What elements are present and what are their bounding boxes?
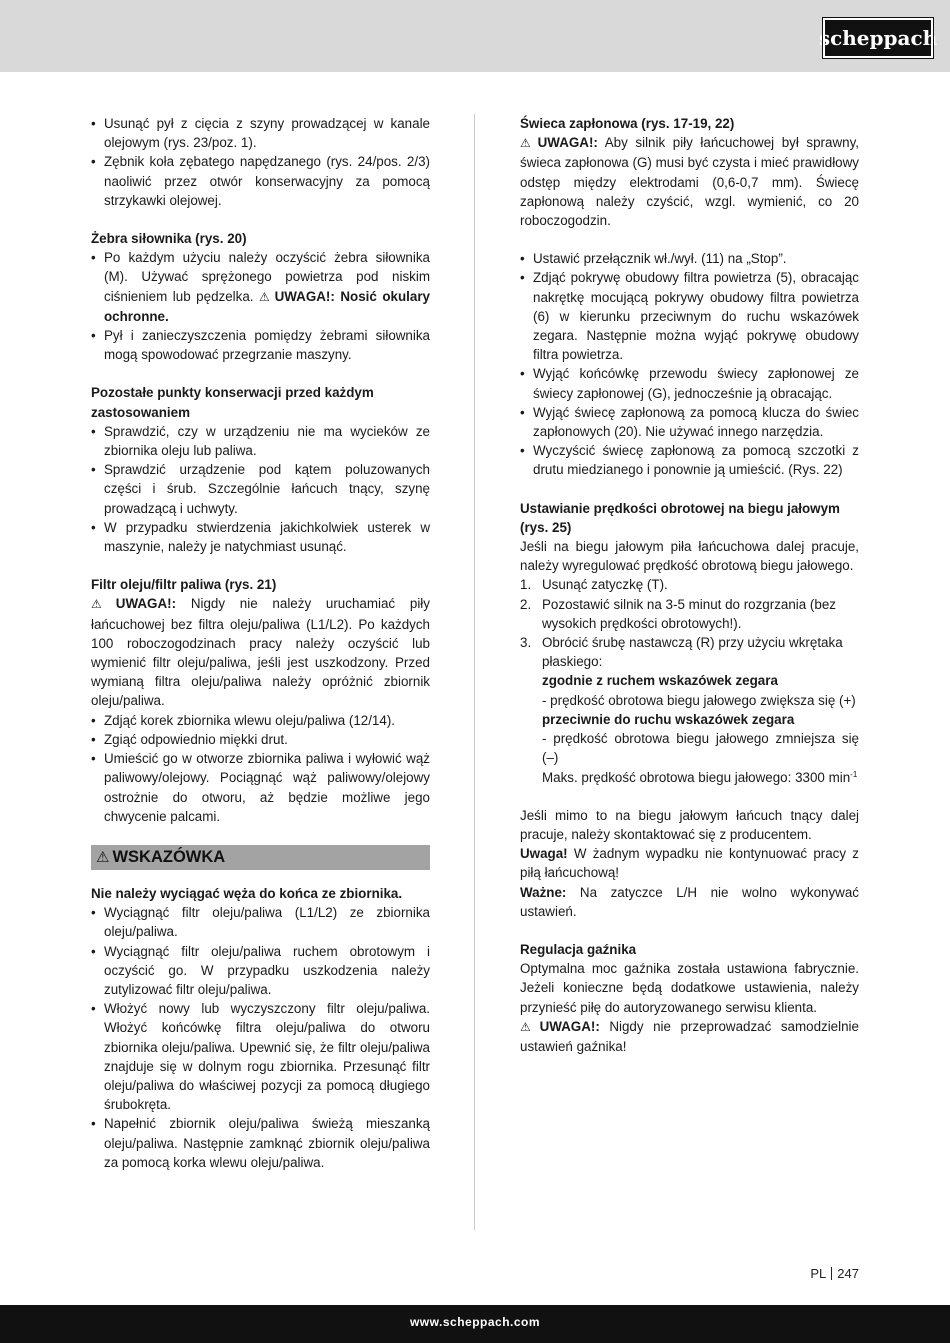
list-item-text: Po każdym użyciu należy oczyścić żebra siłownika (M). Używać sprężonego powietrza pod niskim ciśnieniem lub pędzelka. (104, 250, 430, 304)
idle-important (520, 883, 859, 921)
list-item: • Napełnić zbiornik oleju/paliwa świeżą mieszanką oleju/paliwa. Następnie zamknąć zbiornik oleju/paliwa za pomocą korka wlewu oleju/paliwa. (91, 1114, 430, 1172)
clockwise-label: zgodnie z ruchem wskazówek zegara (542, 673, 778, 689)
list-item: • Wyciągnąć filtr oleju/paliwa ruchem obrotowym i oczyścić go. W przypadku uszkodzenia należy zutylizować filtr oleju/paliwa. (91, 942, 430, 1000)
section-title-other: Pozostałe punkty konserwacji przed każdym zastosowaniem (91, 385, 374, 420)
intro-list (91, 114, 430, 210)
max-idle-speed (520, 768, 859, 787)
page-header (0, 0, 950, 72)
idle-steps (520, 575, 859, 671)
idle-intro: Jeśli na biegu jałowym piła łańcuchowa dalej pracuje, należy wyregulować prędkość obrotową biegu jałowego. (520, 539, 859, 574)
section-title-spark: Świeca zapłonowa (rys. 17-19, 22) (520, 116, 735, 131)
step-text: Usunąć zatyczkę (T). (542, 577, 668, 593)
list-item: • Pył i zanieczyszczenia pomiędzy żebrami siłownika mogą spowodować przegrzanie maszyny. (91, 326, 430, 364)
ribs-list (91, 248, 430, 364)
section-title-carb: Regulacja gaźnika (520, 941, 637, 957)
list-item: • Zdjąć korek zbiornika wlewu oleju/paliwa (12/14). (91, 711, 430, 730)
right-column (520, 114, 859, 1056)
warning-text: Nigdy nie przeprowadzać samodzielnie ustawień gaźnika! (520, 1018, 859, 1054)
counterclockwise-text: - prędkość obrotowa biegu jałowego zmniejsza się (–) (542, 731, 859, 766)
idle-caution (520, 844, 859, 882)
list-item: • Włożyć nowy lub wyczyszczony filtr oleju/paliwa. Włożyć końcówkę filtra oleju/paliwa do otworu zbiornika oleju/paliwa. Upewnić się, że filtr oleju/paliwa znajduje się w dolnym rogu zbiornika. Przesunąć filtr oleju/paliwa do właściwej pozycji za pomocą długiego śrubokręta. (91, 999, 430, 1114)
list-item: • Sprawdzić urządzenie pod kątem poluzowanych części i śrub. Szczególnie łańcuch tnący, szynę prowadzącą i uchwyty. (91, 460, 430, 518)
carb-warning (520, 1017, 859, 1056)
list-item: • Zgiąć odpowiednio miękki drut. (91, 730, 430, 749)
page-number (810, 1266, 859, 1281)
hint-banner (91, 845, 430, 870)
list-item: • Ustawić przełącznik wł./wył. (11) na „Stop”. (520, 249, 859, 268)
list-item: • W przypadku stwierdzenia jakichkolwiek usterek w maszynie, należy je natychmiast usunąć. (91, 518, 430, 556)
filter-warning (91, 594, 430, 710)
step-text: Pozostawić silnik na 3-5 minut do rozgrzania (bez wysokich prędkości obrotowych!). (542, 596, 836, 631)
clockwise-text: - prędkość obrotowa biegu jałowego zwiększa się (+) (542, 692, 856, 708)
warning-icon: ⚠ (259, 289, 272, 304)
caution-label: Uwaga! (520, 846, 568, 862)
list-item: • Wyjąć świecę zapłonową za pomocą klucza do świec zapłonowych (20). Nie używać innego narzędzia. (520, 403, 859, 441)
step-number: 1. (520, 577, 532, 593)
page-footer (0, 1305, 950, 1343)
step-number: 3. (520, 635, 532, 651)
caution-text: W żadnym wypadku nie kontynuować pracy z piłą łańcuchową! (520, 846, 859, 881)
important-label: Ważne: (520, 884, 567, 900)
column-divider (474, 114, 475, 1230)
section-title-idle: Ustawianie prędkości obrotowej na biegu jałowym (rys. 25) (520, 500, 840, 535)
section-title-ribs: Żebra siłownika (rys. 20) (91, 231, 247, 247)
list-item: • Umieścić go w otworze zbiornika paliwa i wyłowić wąż paliwowy/olejowy. Pociągnąć wąż paliwowy/olejowy ostrożnie do otworu, aż będzie możliwe jego chwycenie palcami. (91, 749, 430, 826)
warning-text: Nigdy nie należy uruchamiać piły łańcuchowej bez filtra oleju/paliwa (L1/L2). Po każdych 100 roboczogodzinach pracy należy oczyścić lub wymienić filtr oleju/paliwa, jeśli jest uszkodzony. Przed wymianą filtra oleju/paliwa należy opróżnić zbiornik oleju/paliwa. (91, 596, 430, 709)
page-number-value: 247 (837, 1266, 859, 1281)
step-item (520, 575, 859, 594)
other-list (91, 422, 430, 556)
important-text: Na zatyczce L/H nie wolno wykonywać ustawień. (520, 884, 859, 919)
step-item (520, 633, 859, 671)
separator (831, 1267, 832, 1280)
list-item: • Wyjąć końcówkę przewodu świecy zapłonowej ze świecy zapłonowej (G), jednocześnie ją obracając. (520, 364, 859, 402)
hint-list (91, 903, 430, 1172)
list-item: • Zdjąć pokrywę obudowy filtra powietrza (5), obracając nakrętkę mocującą pokrywy obudowy filtra powietrza (6) w kierunku przeciwnym do ruchu wskazówek zegara. Następnie można wyjąć pokrywę obudowy filtra powietrza. (520, 268, 859, 364)
step-item (520, 595, 859, 633)
warning-icon: ⚠ (91, 597, 113, 612)
list-item: • Wyciągnąć filtr oleju/paliwa (L1/L2) ze zbiornika oleju/paliwa. (91, 903, 430, 941)
warning-icon: ⚠ (96, 848, 110, 866)
step-text: Obrócić śrubę nastawczą (R) przy użyciu wkrętaka płaskiego: (542, 635, 843, 670)
language-code: PL (810, 1266, 827, 1281)
filter-list (91, 711, 430, 826)
hint-lead: Nie należy wyciągać węża do końca ze zbiornika. (91, 885, 403, 901)
warning-text: Aby silnik piły łańcuchowej był sprawny, świeca zapłonowa (G) musi być czysta i mieć prawidłowy odstęp między elektrodami (0,6-0,7 mm). Świecę zapłonową należy czyścić, wzgl. wymienić, co 20 roboczogodzin. (520, 135, 859, 229)
list-item: • Zębnik koła zębatego napędzanego (rys. 24/pos. 2/3) naoliwić przez otwór konserwacyjny za pomocą strzykawki olejowej. (91, 152, 430, 210)
step-number: 2. (520, 596, 532, 612)
hint-label: WSKAZÓWKA (112, 847, 226, 866)
spark-warning (520, 133, 859, 230)
section-title-filter: Filtr oleju/filtr paliwa (rys. 21) (91, 577, 277, 593)
list-item: • Usunąć pył z cięcia z szyny prowadzącej w kanale olejowym (rys. 23/poz. 1). (91, 114, 430, 152)
list-item (91, 248, 430, 326)
brand-logo: scheppach (823, 18, 933, 58)
warning-icon: ⚠ (520, 136, 535, 151)
left-column (91, 114, 430, 1172)
warning-label: UWAGA!: (537, 135, 598, 151)
list-item: • Sprawdzić, czy w urządzeniu nie ma wycieków ze zbiornika oleju lub paliwa. (91, 422, 430, 460)
counterclockwise-label: przeciwnie do ruchu wskazówek zegara (542, 711, 795, 727)
carb-text: Optymalna moc gaźnika została ustawiona fabrycznie. Jeżeli konieczne będą dodatkowe ustawienia, należy przynieść piłę do autoryzowanego serwisu klienta. (520, 961, 859, 1015)
warning-icon: ⚠ (520, 1019, 537, 1034)
unit-exponent: -1 (850, 769, 858, 779)
warning-label: UWAGA!: (115, 596, 177, 612)
max-idle-text: Maks. prędkość obrotowa biegu jałowego: 3300 min (542, 769, 851, 785)
website-link[interactable]: www.scheppach.com (409, 1315, 541, 1329)
list-item: • Wyczyścić świecę zapłonową za pomocą szczotki z drutu miedzianego i ponownie ją umieścić. (Rys. 22) (520, 441, 859, 479)
idle-after: Jeśli mimo to na biegu jałowym łańcuch tnący dalej pracuje, należy skontaktować się z producentem. (520, 807, 859, 842)
spark-list (520, 249, 859, 479)
warning-label: UWAGA!: (539, 1018, 600, 1034)
warning-text: UWAGA!: Nosić okulary ochronne. (104, 288, 430, 324)
